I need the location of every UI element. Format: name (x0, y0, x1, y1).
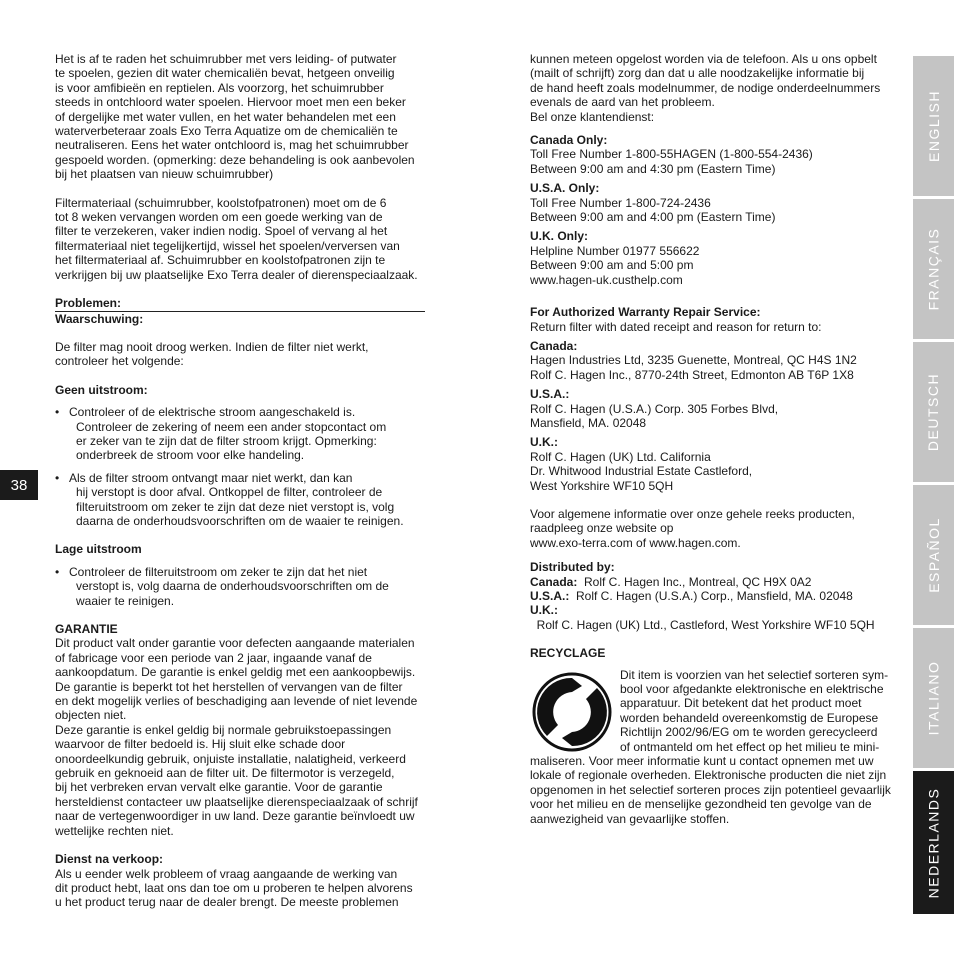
warranty-repair-heading: For Authorized Warranty Repair Service: (530, 305, 761, 320)
dist-canada-label: Canada: (530, 574, 578, 589)
filter-media-paragraph: Filtermateriaal (schuimrubber, koolstofpatronen) moet om de 6 tot 8 weken vervangen worden om een goede werking van de filter te verzekeren, vaker indien nodig. Spoel of vervang al het filtermateriaal niet tegelijkertijd, wissel het spoelen/verversen van het filtermateriaal af. Schuimrubber en koolstofpatronen zijn te verkrijgen bij uw plaatselijke Exo Terra dealer of dierenspeciaalzaak. (55, 195, 418, 282)
warranty-heading: GARANTIE (55, 622, 118, 636)
bullet-glyph: • (55, 470, 60, 485)
uk-only-heading: U.K. Only: (530, 229, 589, 244)
usa-only-heading: U.S.A. Only: (530, 181, 600, 196)
bullet-text: Als de filter stroom ontvangt maar niet werkt, dan kan hij verstopt is door afval. Ontkoppel de filter, controleer de filteruitstroom om zeker te zijn dat deze niet verstopt is, volg daarna de onderhoudsvoorschriften om de waaier te reinigen. (69, 470, 404, 528)
uk-address-heading: U.K.: (530, 435, 558, 450)
tab-nederlands[interactable] (913, 771, 954, 914)
bullet-glyph: • (55, 405, 60, 420)
tab-label: ESPAÑOL (925, 517, 942, 593)
bullet-glyph: • (55, 564, 60, 579)
tab-label: ENGLISH (925, 90, 942, 162)
tab-italiano[interactable] (913, 628, 954, 768)
canada-only-heading: Canada Only: (530, 133, 608, 148)
canada-address-heading: Canada: (530, 338, 578, 353)
left-column (55, 52, 425, 910)
bullet-item (55, 565, 425, 608)
tab-francais[interactable] (913, 199, 954, 339)
warning-heading: Waarschuwing: (55, 311, 144, 326)
no-flow-heading: Geen uitstroom: (55, 382, 148, 397)
warranty-text: Dit product valt onder garantie voor defecten aangaande materialen of fabricage voor een periode van 2 jaar, ingaande vanaf de aankoopdatum. De garantie is enkel geldig met een aankoopbewijs. De garantie is beperkt tot het herstellen of vervangen van de filter en dekt mogelijk verlies of beschadiging aan levende of niet levende objecten niet. Deze garantie is enkel geldig bij normale gebruikstoepassingen waarvoor de filter bedoeld is. Hij sluit elke schade door onoordeelkundig gebruik, onjuiste installatie, nalatigheid, verkeerd gebruik en geknoeid aan de filter uit. De filtermotor is verzegeld, bij het verbreken ervan vervalt elke garantie. Voor de garantie hersteldienst contacteer uw plaatselijke dierenspeciaalzaak of schrijf naar de vertegenwoordiger in uw land. Deze garantie beïnvloedt uw wettelijke rechten niet. (55, 636, 418, 838)
recycle-text-rest: maliseren. Voor meer informatie kunt u contact opnemen met uw lokale of regionale overheden. Elektronische producten die niet zijn opgenomen in het selectief sorteren proces zijn potentieel gevaarlijk voor het milieu en de menselijke gezondheid ten gevolge van de aanwezigheid van gevaarlijke stoffen. (530, 754, 891, 826)
dist-canada-text: Rolf C. Hagen Inc., Montreal, QC H9X 0A2 (577, 574, 812, 589)
tab-english[interactable] (913, 56, 954, 196)
foam-rinse-paragraph: Het is af te raden het schuimrubber met vers leiding- of putwater te spoelen, gezien dit water chemicaliën bevat, hetgeen onveilig is voor amfibieën en reptielen. Als voorzorg, het schuimrubber steeds in ontchloord water spoelen. Hiervoor moet men een beker of dergelijke met water vullen, en het water behandelen met een waterverbeteraar zoals Exo Terra Aquatize om de chemicaliën te neutraliseren. Eens het water ontchloord is, mag het schuimrubber gespoeld worden. (opmerking: deze behandeling is ook aanbevolen bij het plaatsen van nieuw schuimrubber) (55, 52, 415, 182)
dist-usa-text: Rolf C. Hagen (U.S.A.) Corp., Mansfield, MA. 02048 (569, 589, 853, 603)
canada-only-text: Toll Free Number 1-800-55HAGEN (1-800-554-2436) Between 9:00 am and 4:30 pm (Eastern Time) (530, 147, 813, 176)
dist-uk-label: U.K.: (530, 603, 558, 618)
dist-uk-line (530, 603, 892, 632)
warranty-repair-text: Return filter with dated receipt and reason for return to: (530, 319, 822, 334)
recycle-block (530, 668, 892, 826)
uk-only-text: Helpline Number 01977 556622 Between 9:00 am and 5:00 pm www.hagen-uk.custhelp.com (530, 243, 700, 287)
tab-deutsch[interactable] (913, 342, 954, 482)
warning-text: De filter mag nooit droog werken. Indien de filter niet werkt, controleer het volgende: (55, 339, 369, 369)
problems-heading: Problemen: (55, 296, 122, 311)
green-dot-recycle-icon (530, 670, 614, 754)
tab-label: FRANÇAIS (925, 227, 942, 311)
usa-only-text: Toll Free Number 1-800-724-2436 Between 9:00 am and 4:00 pm (Eastern Time) (530, 195, 776, 225)
dist-canada-line (530, 575, 892, 589)
tab-espanol[interactable] (913, 485, 954, 625)
after-sales-heading: Dienst na verkoop: (55, 852, 164, 867)
dist-uk-text: Rolf C. Hagen (UK) Ltd., Castleford, West Yorkshire WF10 5QH (530, 617, 875, 632)
uk-address-text: Rolf C. Hagen (UK) Ltd. California Dr. Whitwood Industrial Estate Castleford, West Yorkshire WF10 5QH (530, 449, 753, 493)
right-column (530, 52, 892, 826)
low-flow-heading: Lage uitstroom (55, 542, 142, 557)
canada-address-text: Hagen Industries Ltd, 3235 Guenette, Montreal, QC H4S 1N2 Rolf C. Hagen Inc., 8770-24th Street, Edmonton AB T6P 1X8 (530, 353, 857, 382)
distributed-by-heading: Distributed by: (530, 560, 615, 575)
usa-address-heading: U.S.A.: (530, 387, 570, 402)
dist-usa-label: U.S.A.: (530, 589, 570, 603)
general-info-text: Voor algemene informatie over onze gehele reeks producten, raadpleeg onze website op www.exo-terra.com of www.hagen.com. (530, 506, 855, 550)
bullet-item (55, 405, 425, 463)
recycle-text-wrapped: Dit item is voorzien van het selectief sorteren sym- bool voor afgedankte elektronische en elektrische apparatuur. Dit betekent dat het product moet worden behandeld overeenkomstig de Europese Richtlijn 2002/96/EG om te worden gerecycleerd of ontmanteld om het effect op het milieu te mini- (620, 667, 889, 754)
usa-address-text: Rolf C. Hagen (U.S.A.) Corp. 305 Forbes Blvd, Mansfield, MA. 02048 (530, 401, 779, 430)
recycle-heading: RECYCLAGE (530, 646, 606, 661)
tab-label: ITALIANO (925, 660, 942, 736)
tab-label: DEUTSCH (925, 372, 942, 452)
phone-support-paragraph: kunnen meteen opgelost worden via de telefoon. Als u ons opbelt (mailt of schrijft) zorg dan dat u alle noodzakelijke informatie bij de hand heeft zoals modelnummer, de nodige onderdeelnummers evenals de aard van het probleem. Bel onze klantendienst: (530, 52, 881, 124)
tab-label: NEDERLANDS (925, 787, 942, 898)
bullet-text: Controleer of de elektrische stroom aangeschakeld is. Controleer de zekering of neem een ander stopcontact om er zeker van te zijn dat de filter stroom krijgt. Opmerking: onderbreek de stroom voor elke handeling. (69, 405, 387, 463)
bullet-text: Controleer de filteruitstroom om zeker te zijn dat het niet verstopt is, volg daarna de onderhoudsvoorschriften om de waaier te reinigen. (69, 564, 389, 608)
page-number: 38 (0, 470, 38, 500)
bullet-item (55, 471, 425, 529)
after-sales-text: Als u eender welk probleem of vraag aangaande de werking van dit product hebt, laat ons dan toe om u proberen te helpen alvorens u het product terug naar de dealer brengt. De meeste problemen (55, 866, 413, 910)
dist-usa-line (530, 589, 892, 603)
